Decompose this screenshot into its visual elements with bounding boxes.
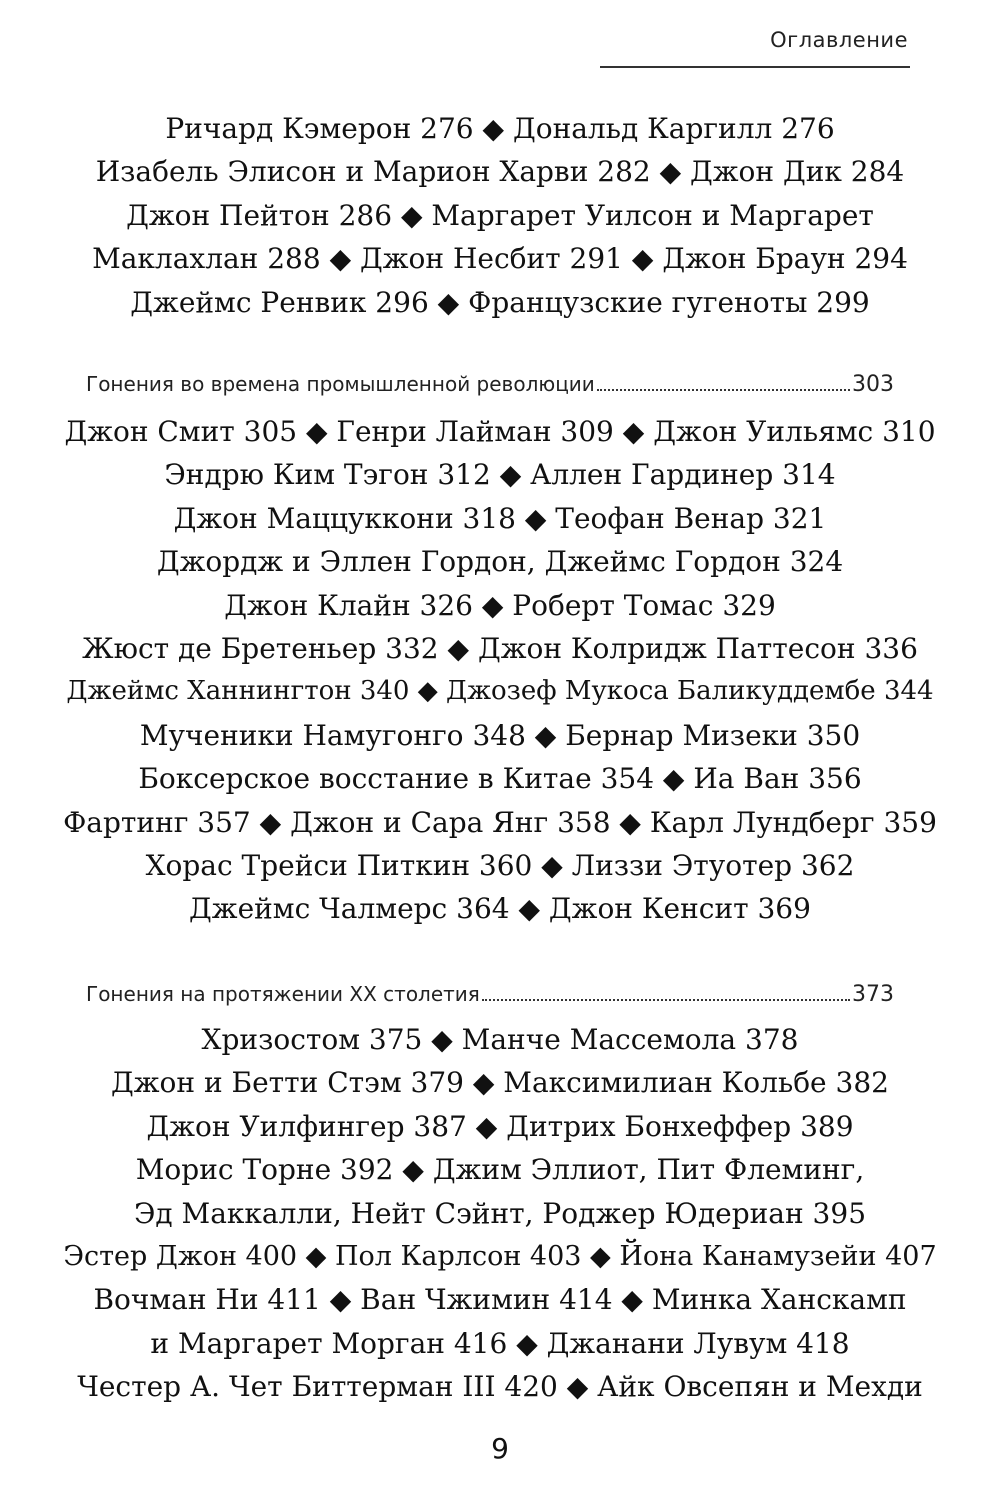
toc-block-1: [60, 107, 940, 324]
toc-line: Жюст де Бретеньер 332 ◆ Джон Колридж Паттесон 336: [82, 632, 918, 666]
toc-line: Эндрю Ким Тэгон 312 ◆ Аллен Гардинер 314: [164, 458, 836, 492]
toc-line: Маклахлан 288 ◆ Джон Несбит 291 ◆ Джон Браун 294: [92, 242, 908, 276]
running-head: Оглавление: [770, 28, 908, 52]
toc-line: Фартинг 357 ◆ Джон и Сара Янг 358 ◆ Карл Лундберг 359: [63, 805, 937, 839]
toc-line: Джон Смит 305 ◆ Генри Лайман 309 ◆ Джон Уильямс 310: [64, 415, 936, 448]
toc-line: Хорас Трейси Питкин 360 ◆ Лиззи Этуотер 362: [145, 849, 855, 883]
toc-line: Эд Маккалли, Нейт Сэйнт, Роджер Юдериан 395: [133, 1196, 867, 1230]
section-heading-industrial: [86, 372, 894, 397]
toc-line: Вочман Ни 411 ◆ Ван Чжимин 414 ◆ Минка Ханскамп: [93, 1283, 907, 1317]
toc-line: Мученики Намугонго 348 ◆ Бернар Мизеки 350: [139, 718, 861, 752]
dot-leader: [597, 389, 850, 391]
toc-line: Боксерское восстание в Китае 354 ◆ Иа Ван 356: [138, 762, 862, 796]
section-title: Гонения на протяжении XX столетия: [86, 982, 480, 1006]
toc-line: Джон Уилфингер 387 ◆ Дитрих Бонхеффер 389: [146, 1109, 854, 1143]
toc-line: Джеймс Чалмерс 364 ◆ Джон Кенсит 369: [189, 892, 811, 926]
toc-line: Изабель Элисон и Марион Харви 282 ◆ Джон Дик 284: [95, 155, 905, 189]
toc-block-2: [60, 410, 940, 931]
toc-block-3: [60, 1018, 940, 1409]
page-number: 9: [491, 1432, 509, 1465]
toc-line: Хризостом 375 ◆ Манче Массемола 378: [201, 1023, 799, 1056]
header-rule: [600, 66, 910, 68]
section-page-number: 373: [852, 982, 894, 1007]
toc-line: Джон Клайн 326 ◆ Роберт Томас 329: [224, 588, 776, 622]
dot-leader: [482, 999, 850, 1001]
toc-line: Морис Торне 392 ◆ Джим Эллиот, Пит Флеминг,: [135, 1153, 865, 1187]
section-page-number: 303: [852, 372, 894, 397]
toc-line: Джеймс Ренвик 296 ◆ Французские гугеноты 299: [130, 285, 870, 319]
section-heading-20th-century: [86, 982, 894, 1007]
section-title: Гонения во времена промышленной революции: [86, 372, 595, 396]
toc-line: Ричард Кэмерон 276 ◆ Дональд Каргилл 276: [165, 112, 835, 145]
toc-line: Эстер Джон 400 ◆ Пол Карлсон 403 ◆ Йона Канамузейи 407: [63, 1241, 937, 1273]
toc-line: Джордж и Эллен Гордон, Джеймс Гордон 324: [156, 545, 844, 579]
toc-line: Джон Пейтон 286 ◆ Маргарет Уилсон и Маргарет: [126, 198, 874, 232]
toc-line: Джон Маццуккони 318 ◆ Теофан Венар 321: [173, 501, 827, 535]
toc-line: и Маргарет Морган 416 ◆ Джанани Лувум 418: [150, 1326, 850, 1360]
toc-line: Джеймс Ханнингтон 340 ◆ Джозеф Мукоса Баликуддембе 344: [66, 676, 934, 707]
toc-line: Джон и Бетти Стэм 379 ◆ Максимилиан Кольбе 382: [111, 1066, 889, 1100]
toc-line: Честер А. Чет Биттерман III 420 ◆ Айк Овсепян и Мехди: [77, 1370, 923, 1404]
